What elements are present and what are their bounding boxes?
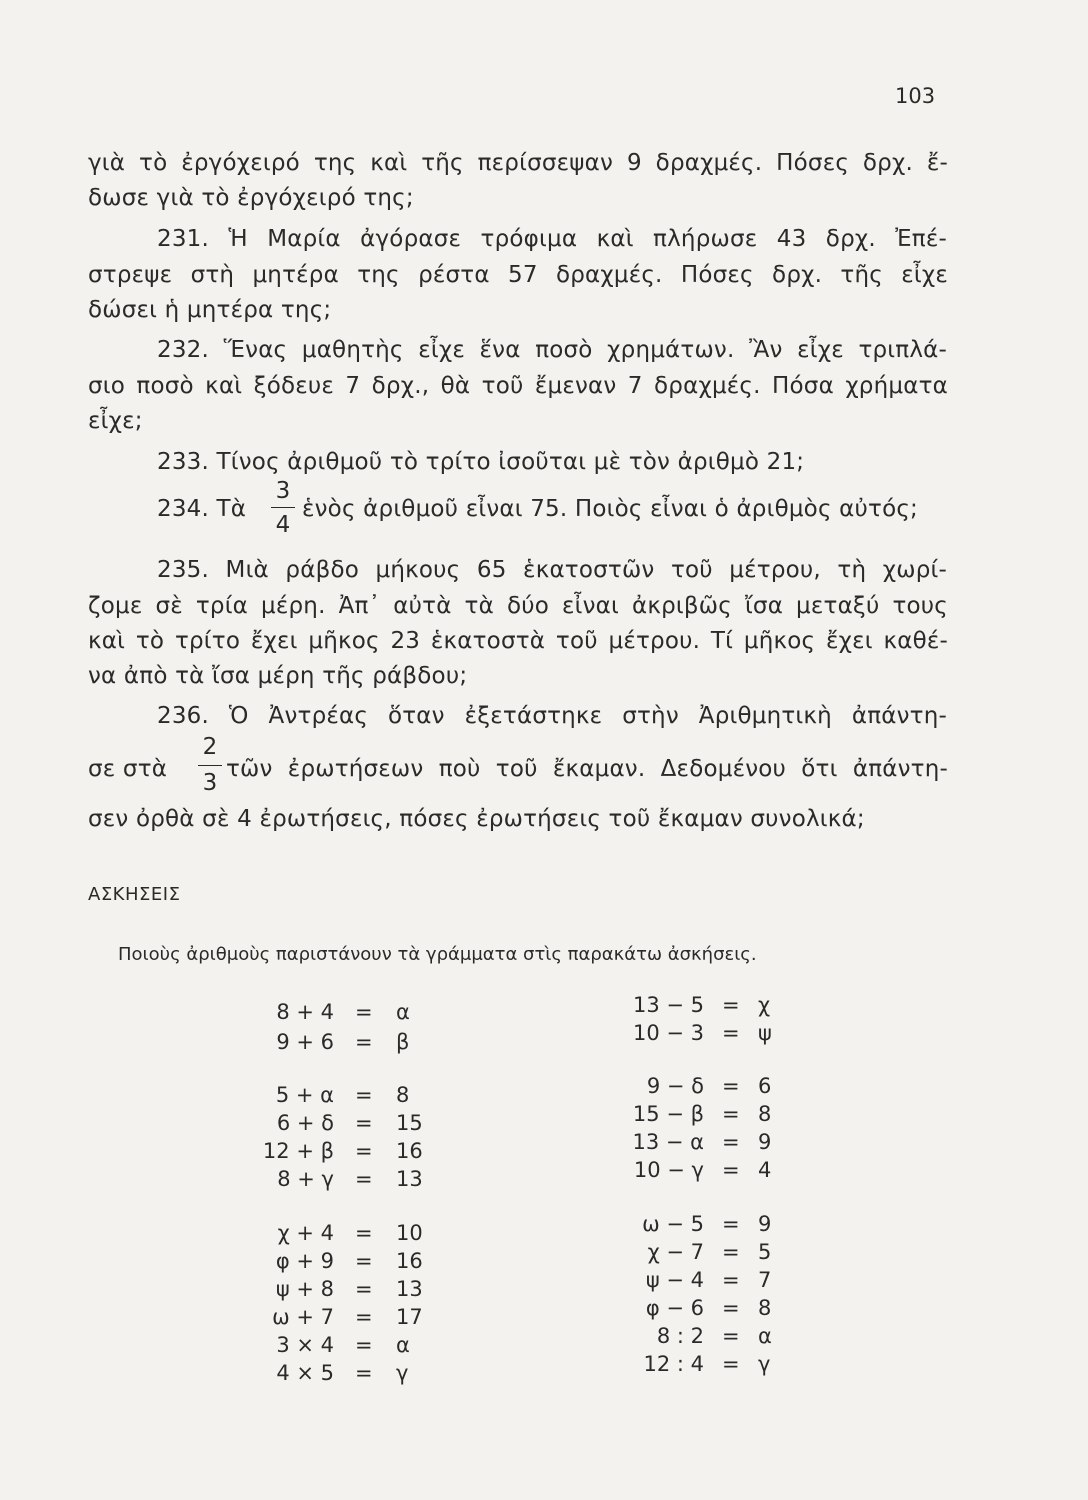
equation-lhs: 4 × 5 [276,1361,334,1385]
equals-sign: = [722,1296,740,1320]
text-line: ζομε σὲ τρία μέρη. Ἀπ᾽ αὐτὰ τὰ δύο εἶναι ἀκριβῶς ἴσα μεταξύ τους [88,593,948,619]
equals-sign: = [722,1158,740,1182]
equation-row [0,993,1088,1019]
equation-lhs: 8 + 4 [276,1000,334,1024]
text-line: δωσε γιὰ τὸ ἐργόχειρό της; [88,185,414,211]
equation-rhs: α [758,1324,772,1348]
problem-236: 236. Ὁ Ἀντρέας ὅταν ἐξετάστηκε στὴν Ἀριθμητικὴ ἀπάντη- [157,703,947,729]
equation-rhs: 8 [758,1296,772,1320]
equation-row [0,1074,1088,1100]
equals-sign: = [355,1333,373,1357]
equation-row [0,1352,1088,1378]
equation-row [0,1268,1088,1294]
equation-rhs: 9 [758,1212,772,1236]
equals-sign: = [722,1240,740,1264]
page-number: 103 [895,84,936,108]
equals-sign: = [355,1361,373,1385]
equation-rhs: 15 [396,1111,423,1135]
equation-row [0,1102,1088,1128]
equation-rhs: 7 [758,1268,772,1292]
equals-sign: = [722,1074,740,1098]
equation-row [0,1296,1088,1322]
equation-rhs: γ [396,1361,409,1385]
equation-lhs: χ − 7 [647,1240,704,1264]
exercises-heading: ΑΣΚΗΣΕΙΣ [88,884,181,905]
equals-sign: = [355,1083,373,1107]
equation-lhs: 13 − 5 [632,993,704,1017]
equals-sign: = [355,1030,373,1054]
fraction-numerator: 2 [202,734,218,760]
equation-rhs: 8 [396,1083,410,1107]
equation-lhs: χ + 4 [277,1221,334,1245]
equation-rhs: γ [758,1352,771,1376]
problem-234-label: 234. Τὰ [157,496,247,522]
fraction-denominator: 3 [202,770,218,796]
problem-235: 235. Μιὰ ράβδο μήκους 65 ἑκατοστῶν τοῦ μέτρου, τὴ χωρί- [157,557,947,583]
fraction-numerator: 3 [275,478,291,504]
equation-row [0,1130,1088,1156]
exercises-instruction: Ποιοὺς ἀριθμοὺς παριστάνουν τὰ γράμματα στὶς παρακάτω ἀσκήσεις. [118,944,757,965]
equation-lhs: 13 − α [632,1130,704,1154]
equation-row [0,1021,1088,1047]
equals-sign: = [722,1130,740,1154]
equation-lhs: 5 + α [275,1083,334,1107]
equation-rhs: 13 [396,1167,423,1191]
equation-lhs: φ − 6 [645,1296,704,1320]
problem-232: 232. Ἕνας μαθητὴς εἶχε ἕνα ποσὸ χρημάτων. Ἂν εἶχε τριπλά- [157,337,947,363]
equation-rhs: α [396,1000,410,1024]
equation-rhs: α [396,1333,410,1357]
equation-row [0,1158,1088,1184]
equation-row [0,1212,1088,1238]
equation-rhs: 16 [396,1139,423,1163]
equation-lhs: 12 : 4 [643,1352,704,1376]
text-line: εἶχε; [88,408,143,434]
equation-row [0,1240,1088,1266]
equation-rhs: β [396,1030,410,1054]
equation-rhs: 8 [758,1102,772,1126]
equation-rhs: 4 [758,1158,772,1182]
text-line: σιο ποσὸ καὶ ξόδευε 7 δρχ., θὰ τοῦ ἔμεναν 7 δραχμές. Πόσα χρήματα [88,373,948,399]
text-line: να ἀπὸ τὰ ἴσα μέρη τῆς ράβδου; [88,663,468,689]
equation-lhs: ψ + 8 [275,1277,334,1301]
problem-233: 233. Τίνος ἀριθμοῦ τὸ τρίτο ἰσοῦται μὲ τὸν ἀριθμὸ 21; [157,449,805,475]
problem-231: 231. Ἡ Μαρία ἀγόρασε τρόφιμα καὶ πλήρωσε 43 δρχ. Ἐπέ- [157,226,947,252]
equals-sign: = [722,1268,740,1292]
equation-lhs: 8 + γ [277,1167,334,1191]
equation-rhs: 10 [396,1221,423,1245]
equals-sign: = [722,1324,740,1348]
equation-lhs: 10 − 3 [632,1021,704,1045]
equation-lhs: 15 − β [632,1102,704,1126]
equation-lhs: 12 + β [262,1139,334,1163]
equals-sign: = [355,1249,373,1273]
equation-lhs: φ + 9 [275,1249,334,1273]
text-line: δώσει ἡ μητέρα της; [88,297,332,323]
equation-rhs: 6 [758,1074,772,1098]
equation-rhs: 5 [758,1240,772,1264]
equation-lhs: 3 × 4 [276,1333,334,1357]
equals-sign: = [722,1352,740,1376]
equals-sign: = [355,1139,373,1163]
problem-234: ἑνὸς ἀριθμοῦ εἶναι 75. Ποιὸς εἶναι ὁ ἀριθμὸς αὐτός; [302,496,919,522]
equation-lhs: 8 : 2 [656,1324,704,1348]
equals-sign: = [355,1000,373,1024]
text-line: γιὰ τὸ ἐργόχειρό της καὶ τῆς περίσσεψαν 9 δραχμές. Πόσες δρχ. ἔ- [88,150,948,176]
equals-sign: = [355,1305,373,1329]
fraction-denominator: 4 [275,512,291,538]
equation-rhs: ψ [758,1021,772,1045]
equals-sign: = [722,1021,740,1045]
fraction-bar [198,765,222,766]
equation-lhs: ψ − 4 [645,1268,704,1292]
equation-lhs: 9 + 6 [276,1030,334,1054]
equation-lhs: ω + 7 [272,1305,334,1329]
equation-lhs: ω − 5 [642,1212,704,1236]
text-line: τῶν ἐρωτήσεων ποὺ τοῦ ἔκαμαν. Δεδομένου ὅτι ἀπάντη- [226,756,948,782]
equals-sign: = [355,1277,373,1301]
equation-rhs: 13 [396,1277,423,1301]
equals-sign: = [722,1212,740,1236]
equation-lhs: 9 − δ [646,1074,704,1098]
equals-sign: = [355,1221,373,1245]
equation-rhs: 16 [396,1249,423,1273]
equation-rhs: 17 [396,1305,423,1329]
text-line: σεν ὀρθὰ σὲ 4 ἐρωτήσεις, πόσες ἐρωτήσεις τοῦ ἔκαμαν συνολικά; [88,806,865,832]
equation-lhs: 6 + δ [276,1111,334,1135]
equation-row [0,1324,1088,1350]
equals-sign: = [722,993,740,1017]
equation-lhs: 10 − γ [633,1158,704,1182]
equals-sign: = [355,1111,373,1135]
equation-rhs: 9 [758,1130,772,1154]
text-line: στρεψε στὴ μητέρα της ρέστα 57 δραχμές. Πόσες δρχ. τῆς εἶχε [88,262,948,288]
problem-236-label: σε στὰ [88,756,168,782]
equals-sign: = [355,1167,373,1191]
equation-rhs: χ [758,993,771,1017]
equals-sign: = [722,1102,740,1126]
fraction-bar [271,507,295,508]
text-line: καὶ τὸ τρίτο ἔχει μῆκος 23 ἑκατοστὰ τοῦ μέτρου. Τί μῆκος ἔχει καθέ- [88,628,948,654]
